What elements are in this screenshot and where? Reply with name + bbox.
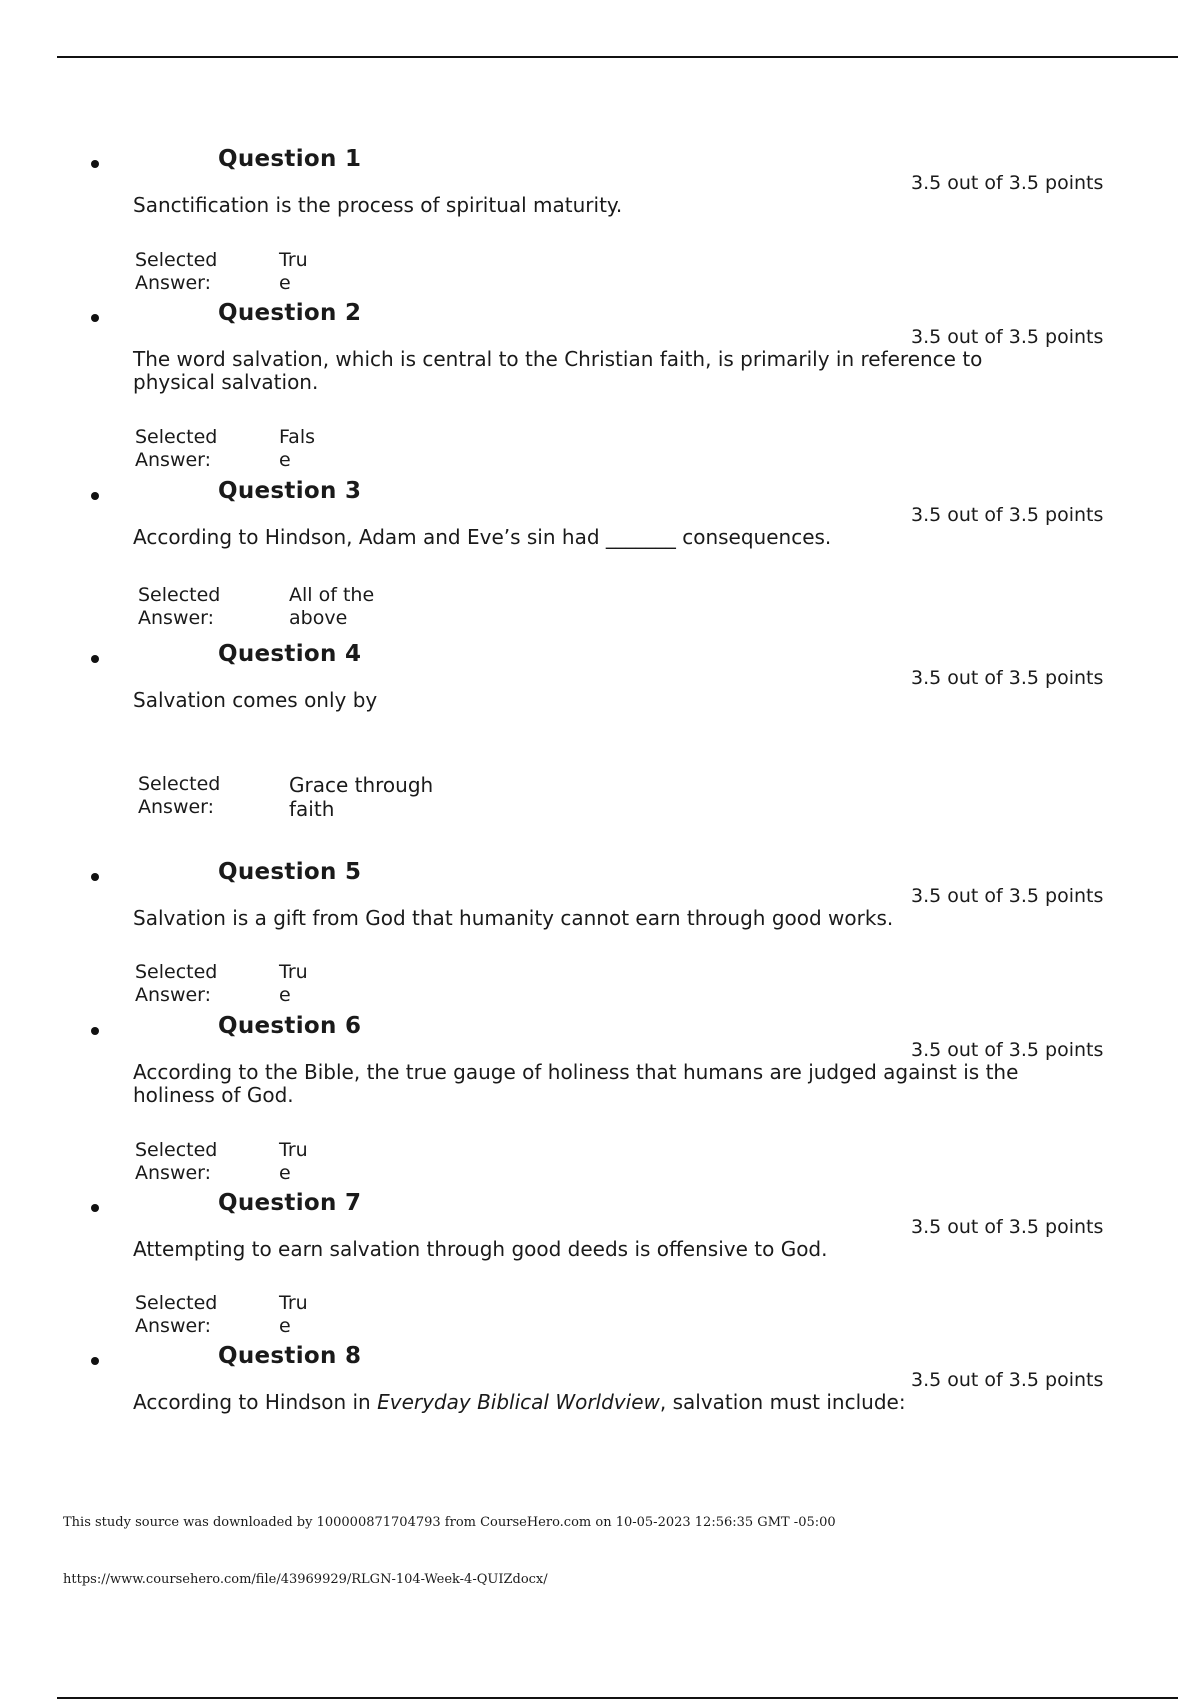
bullet-icon [91, 655, 99, 663]
question-points: 3.5 out of 3.5 points [911, 1039, 1104, 1061]
question-text: The word salvation, which is central to the Christian faith, is primarily in reference to physical salvation. [133, 347, 983, 394]
selected-answer-label: Selected Answer: [135, 249, 218, 294]
question-points: 3.5 out of 3.5 points [911, 1216, 1104, 1238]
question-text [133, 1391, 1033, 1414]
question-title: Question 2 [218, 300, 362, 326]
question-text: According to Hindson, Adam and Eve’s sin had _______ consequences. [133, 525, 832, 549]
selected-answer-value: True [279, 1139, 308, 1184]
bullet-icon [91, 160, 99, 168]
selected-answer-label: Selected Answer: [138, 773, 221, 818]
book-title: Everyday Biblical Worldview [377, 1390, 660, 1414]
selected-answer-value: True [279, 1292, 308, 1337]
question-text: According to the Bible, the true gauge of holiness that humans are judged against is the holiness of God. [133, 1060, 1019, 1107]
selected-answer-label: Selected Answer: [135, 426, 218, 471]
selected-answer-value: True [279, 961, 308, 1006]
bullet-icon [91, 873, 99, 881]
question-title: Question 4 [218, 641, 362, 667]
question-text: Salvation is a gift from God that humanity cannot earn through good works. [133, 906, 894, 930]
selected-answer-value: Grace through faith [289, 773, 434, 821]
top-rule [57, 56, 1178, 58]
question-points: 3.5 out of 3.5 points [911, 885, 1104, 907]
question-points: 3.5 out of 3.5 points [911, 326, 1104, 348]
question-text: Attempting to earn salvation through good deeds is offensive to God. [133, 1237, 828, 1261]
question-title: Question 7 [218, 1190, 362, 1216]
source-url[interactable]: https://www.coursehero.com/file/43969929/RLGN-104-Week-4-QUIZdocx/ [63, 1572, 548, 1587]
question-points: 3.5 out of 3.5 points [911, 1369, 1104, 1391]
question-text-end: , salvation must include: [659, 1390, 906, 1414]
bullet-icon [91, 1357, 99, 1365]
question-title: Question 1 [218, 146, 362, 172]
question-text-start: According to Hindson in [133, 1390, 378, 1414]
selected-answer-value: All of the above [289, 584, 375, 629]
selected-answer-value: True [279, 249, 308, 294]
question-points: 3.5 out of 3.5 points [911, 667, 1104, 689]
question-points: 3.5 out of 3.5 points [911, 172, 1104, 194]
bottom-rule [57, 1697, 1178, 1699]
question-text: Salvation comes only by [133, 688, 378, 712]
question-title: Question 3 [218, 478, 362, 504]
bullet-icon [91, 1027, 99, 1035]
question-title: Question 5 [218, 859, 362, 885]
selected-answer-label: Selected Answer: [138, 584, 221, 629]
question-title: Question 8 [218, 1343, 362, 1369]
bullet-icon [91, 492, 99, 500]
question-text: Sanctification is the process of spiritual maturity. [133, 193, 623, 217]
bullet-icon [91, 314, 99, 322]
selected-answer-label: Selected Answer: [135, 1292, 218, 1337]
selected-answer-label: Selected Answer: [135, 961, 218, 1006]
question-points: 3.5 out of 3.5 points [911, 504, 1104, 526]
bullet-icon [91, 1204, 99, 1212]
download-notice: This study source was downloaded by 100000871704793 from CourseHero.com on 10-05-2023 12:56:35 GMT -05:00 [63, 1515, 836, 1530]
question-title: Question 6 [218, 1013, 362, 1039]
selected-answer-value: False [279, 426, 316, 471]
selected-answer-label: Selected Answer: [135, 1139, 218, 1184]
